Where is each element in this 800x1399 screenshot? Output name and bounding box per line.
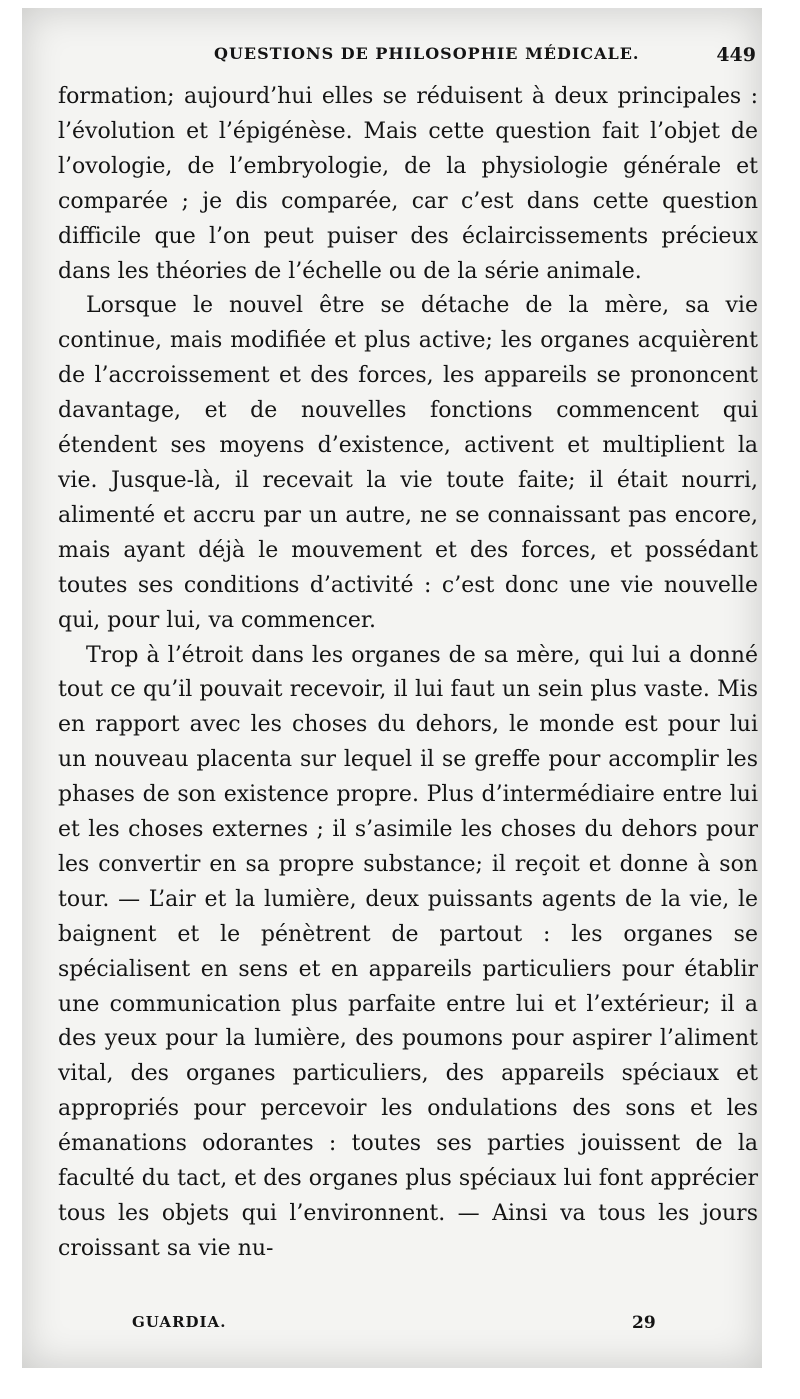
body-text [58,80,758,1267]
paragraph: Trop à l’étroit dans les organes de sa mère, qui lui a donné tout ce qu’il pouvait recevoir, il lui faut un sein plus vaste. Mis en rapport avec les choses du dehors, le monde est pour lui un nouveau placenta sur lequel il se greffe pour accomplir les phases de son existence propre. Plus d’intermédiaire entre lui et les choses externes ; il s’asimile les choses du dehors pour les convertir en sa propre substance; il reçoit et donne à son tour. — L’air et la lumière, deux puissants agents de la vie, le baignent et le pénètrent de partout : les organes se spécialisent en sens et en appareils particuliers pour établir une communication plus parfaite entre lui et l’extérieur; il a des yeux pour la lumière, des poumons pour aspirer l’aliment vital, des organes particuliers, des appareils spéciaux et appropriés pour percevoir les ondulations des sons et les émanations odorantes : toutes ses parties jouissent de la faculté du tact, et des organes plus spéciaux lui font apprécier tous les objets qui l’environnent. — Ainsi va tous les jours croissant sa vie nu- [58,642,758,1261]
sheet-number: 29 [632,1313,656,1333]
signature-mark: GUARDIA. [132,1313,227,1331]
paragraph: formation; aujourd’hui elles se réduisent à deux principales : l’évolution et l’épigénèse. Mais cette question fait l’objet de l’ovologie, de l’embryologie, de la physiologie générale et comparée ; je dis comparée, car c’est dans cette question difficile que l’on peut puiser des éclaircissements précieux dans les théories de l’échelle ou de la série animale. [58,84,758,284]
running-title: QUESTIONS DE PHILOSOPHIE MÉDICALE. [214,44,640,63]
page-number: 449 [716,44,756,66]
paragraph: Lorsque le nouvel être se détache de la mère, sa vie continue, mais modifiée et plus active; les organes acquièrent de l’accroissement et des forces, les appareils se prononcent davantage, et de nouvelles fonctions commencent qui étendent ses moyens d’existence, activent et multiplient la vie. Jusque-là, il recevait la vie toute faite; il était nourri, alimenté et accru par un autre, ne se connaissant pas encore, mais ayant déjà le mouvement et des forces, et possédant toutes ses conditions d’activité : c’est donc une vie nouvelle qui, pour lui, va commencer. [58,293,758,633]
book-page [22,8,762,1368]
page-header [62,44,762,80]
